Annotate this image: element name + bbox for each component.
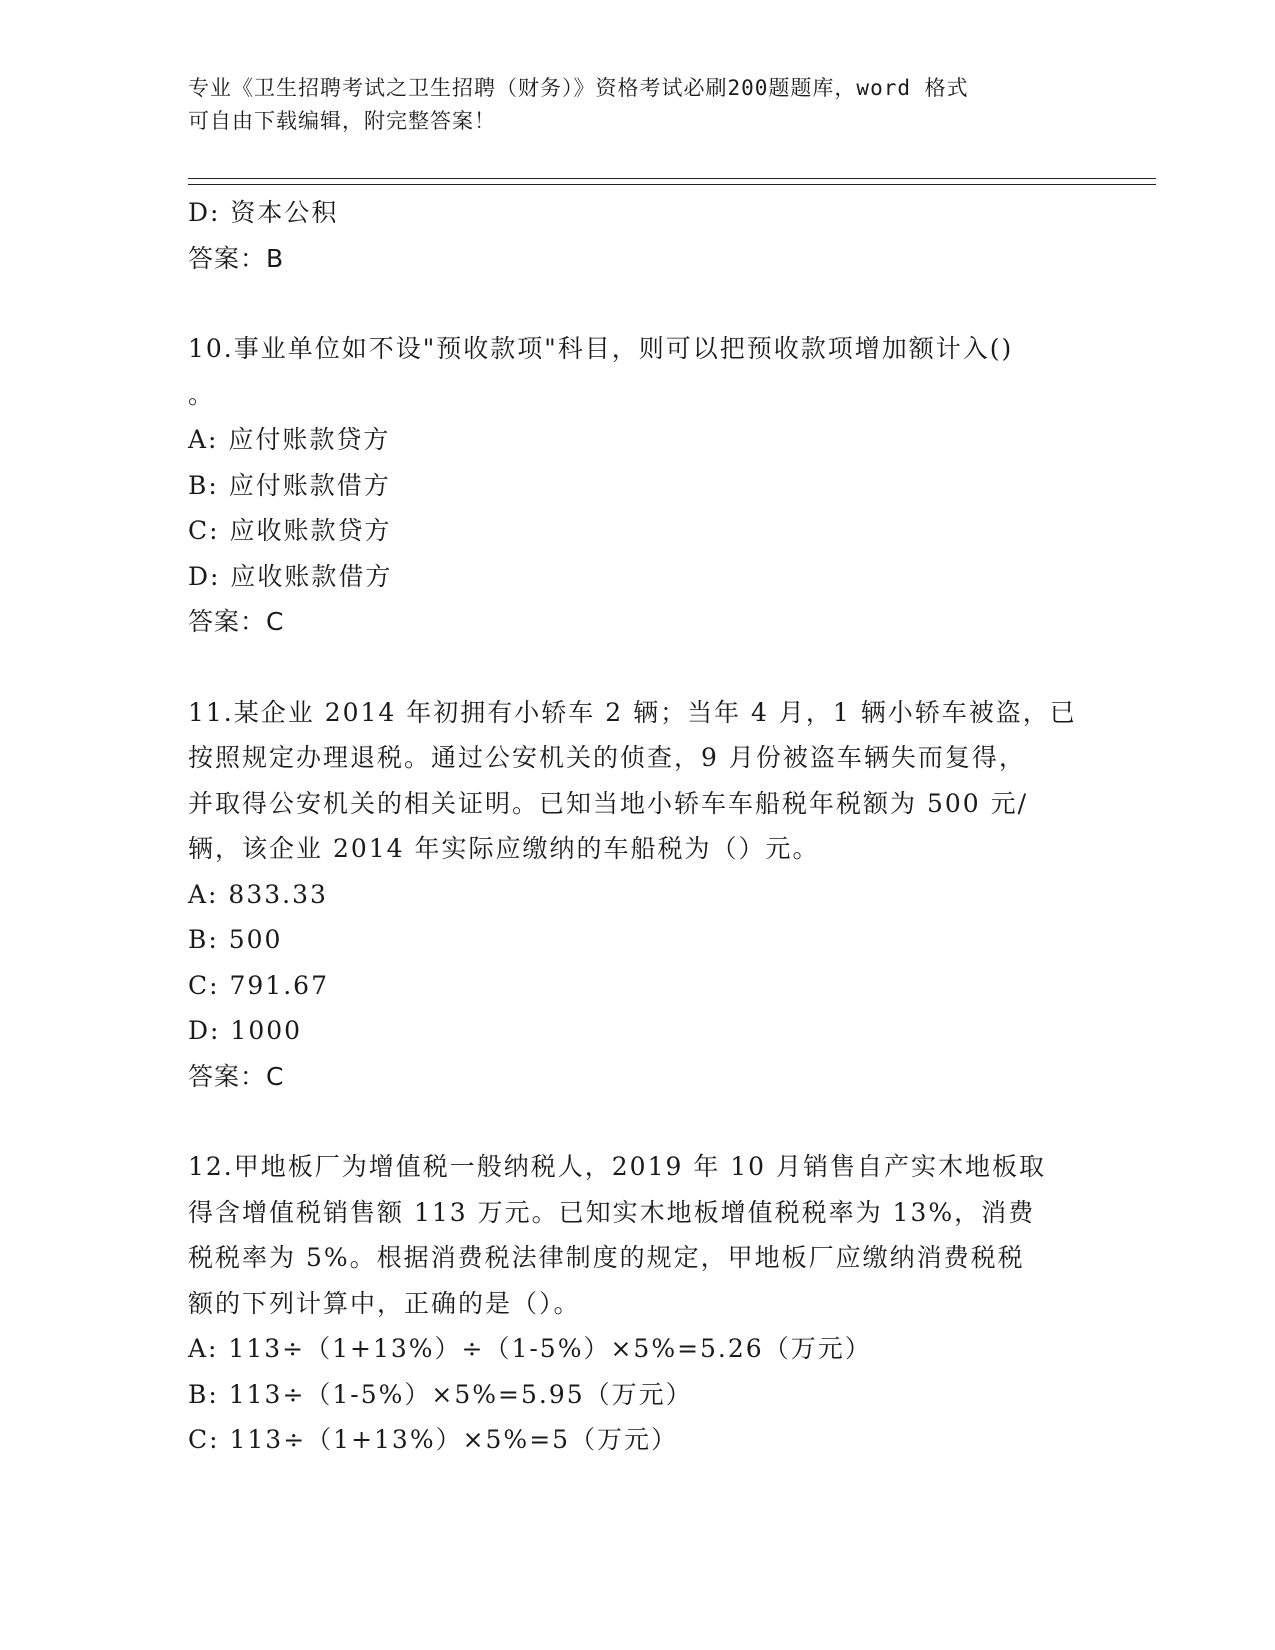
header-line-2: 可自由下载编辑，附完整答案！	[188, 109, 496, 133]
option-c: C: 应收账款贷方	[188, 516, 392, 545]
header-line-1: 专业《卫生招聘考试之卫生招聘（财务）》资格考试必刷200题题库，word 格式	[188, 76, 969, 100]
question-stem-line: 得含增值税销售额 113 万元。已知实木地板增值税税率为 13%，消费	[188, 1197, 1036, 1227]
answer-line: 答案：B	[188, 243, 285, 273]
option-b: B: 应付账款借方	[188, 470, 391, 500]
question-stem-line: 11.某企业 2014 年初拥有小轿车 2 辆；当年 4 月，1 辆小轿车被盗，已	[188, 697, 1077, 727]
header-divider-bottom	[188, 184, 1156, 185]
option-b: B: 113÷（1-5%）×5%=5.95（万元）	[188, 1379, 693, 1409]
option-b: B: 500	[188, 925, 283, 954]
question-list	[188, 190, 1088, 1463]
question-stem-line: 税税率为 5%。根据消费税法律制度的规定，甲地板厂应缴纳消费税税	[188, 1243, 1025, 1272]
question-10	[188, 326, 1088, 645]
question-12	[188, 1144, 1088, 1463]
option-c: C: 113÷（1+13%）×5%=5（万元）	[188, 1425, 679, 1454]
document-header	[188, 72, 1068, 138]
question-stem-line: 额的下列计算中，正确的是（）。	[188, 1288, 581, 1318]
answer-line: 答案：C	[188, 607, 285, 636]
option-a: A: 应付账款贷方	[188, 425, 391, 454]
question-stem-line: 辆，该企业 2014 年实际应缴纳的车船税为（）元。	[188, 834, 820, 863]
question-stem-line: 。	[188, 379, 216, 409]
question-stem-line: 10.事业单位如不设"预收款项"科目，则可以把预收款项增加额计入()	[188, 334, 1014, 363]
option-d: D: 资本公积	[188, 198, 339, 227]
question-stem-line: 12.甲地板厂为增值税一般纳税人，2019 年 10 月销售自产实木地板取	[188, 1152, 1047, 1181]
option-d: D: 应收账款借方	[188, 561, 393, 591]
option-d: D: 1000	[188, 1016, 303, 1045]
answer-line: 答案：C	[188, 1061, 285, 1091]
question-stem-line: 按照规定办理退税。通过公安机关的侦查，9 月份被盗车辆失而复得，	[188, 743, 1026, 772]
question-11	[188, 690, 1088, 1100]
option-c: C: 791.67	[188, 970, 329, 1000]
question-stem-line: 并取得公安机关的相关证明。已知当地小轿车车船税年税额为 500 元/	[188, 788, 1029, 818]
header-divider-top	[188, 178, 1156, 179]
option-a: A: 113÷（1+13%）÷（1-5%）×5%=5.26（万元）	[188, 1334, 872, 1363]
option-a: A: 833.33	[188, 879, 328, 909]
